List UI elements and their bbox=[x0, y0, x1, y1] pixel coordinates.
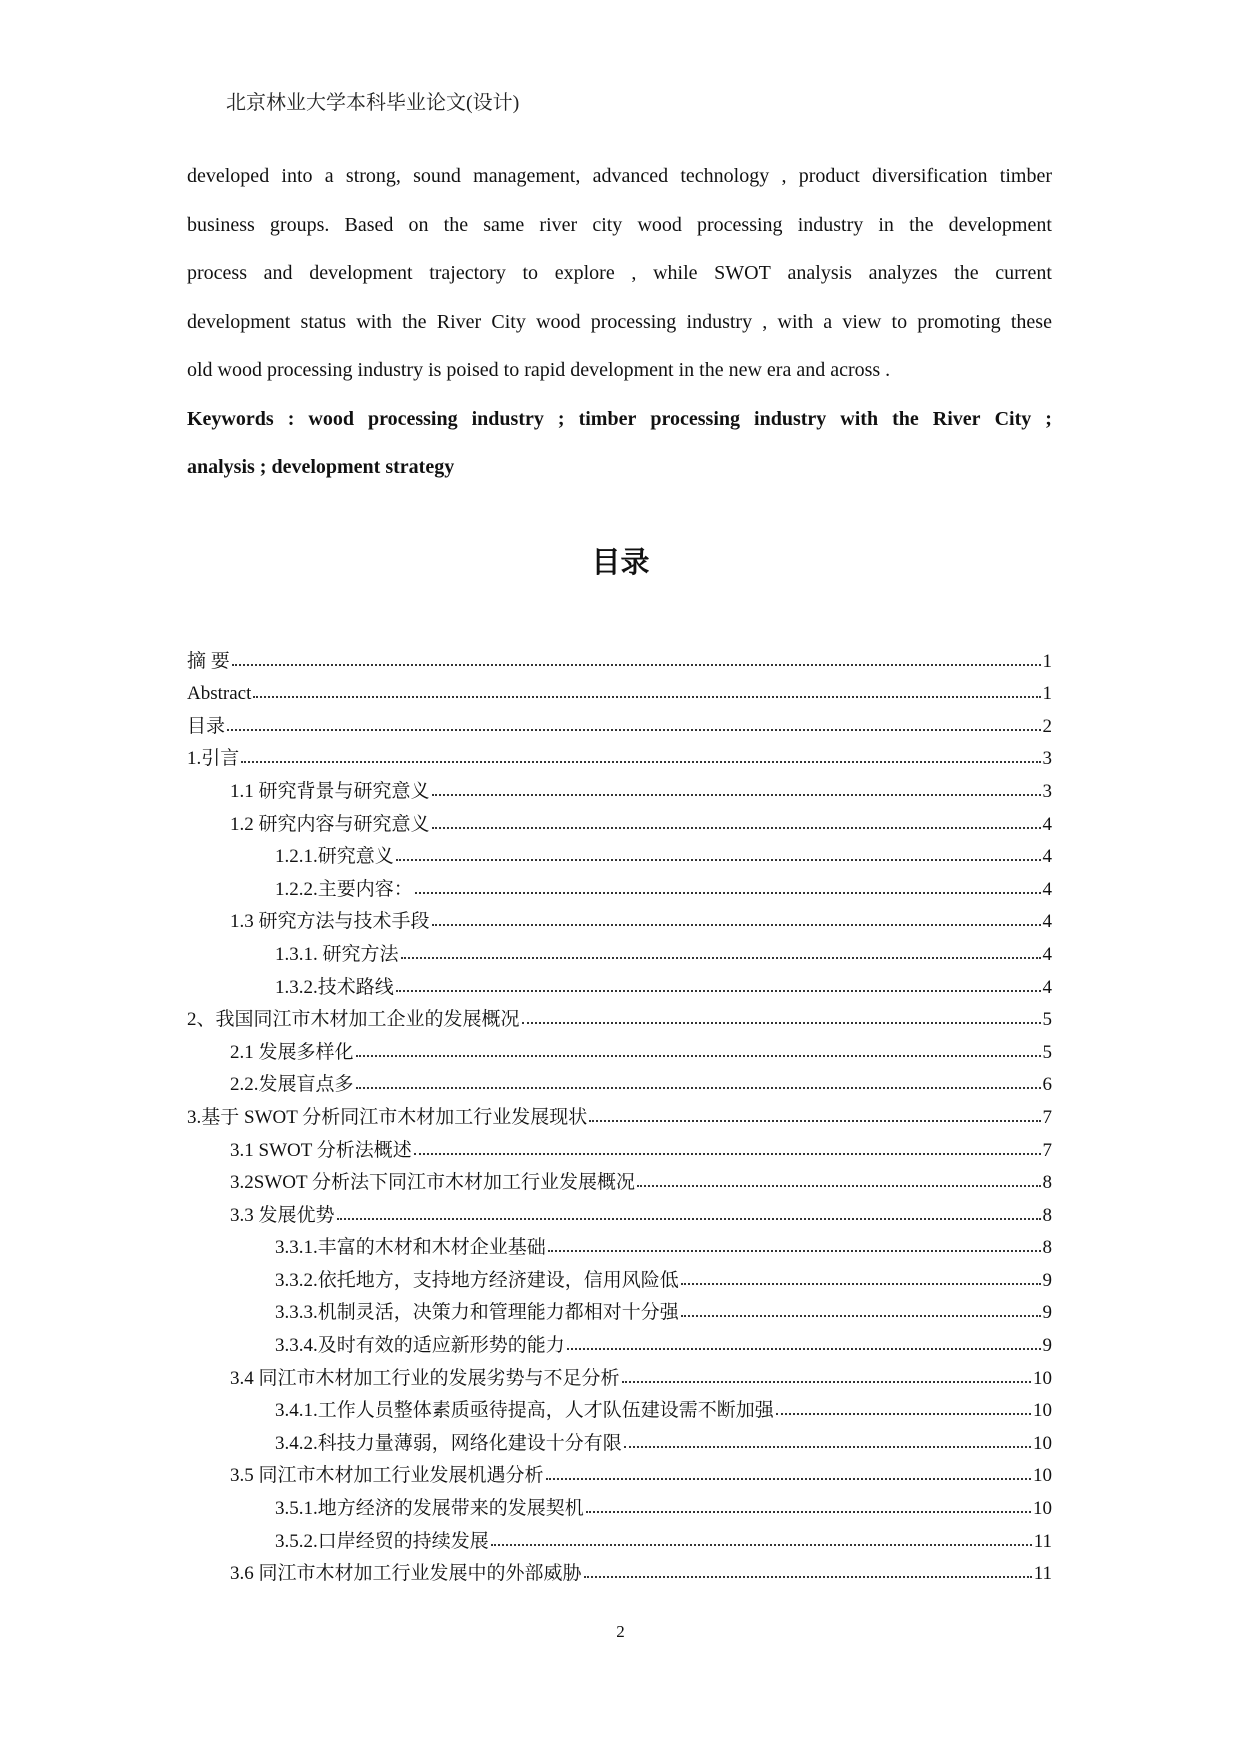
toc-entry[interactable] bbox=[187, 1227, 1052, 1260]
toc-entry[interactable] bbox=[187, 1096, 1052, 1129]
keywords-line bbox=[187, 395, 1052, 444]
toc-leader-dots bbox=[546, 1478, 1031, 1480]
abstract-word: processing bbox=[697, 213, 783, 236]
toc-entry-page: 10 bbox=[1033, 1367, 1052, 1389]
toc-leader-dots bbox=[681, 1283, 1041, 1285]
toc-entry-title: 3.3.3.机制灵活，决策力和管理能力都相对十分强 bbox=[275, 1302, 679, 1324]
toc-entry[interactable] bbox=[187, 673, 1052, 706]
toc-entry[interactable] bbox=[187, 705, 1052, 738]
abstract-word: SWOT bbox=[714, 262, 771, 284]
running-header: 北京林业大学本科毕业论文(设计) bbox=[226, 92, 520, 114]
toc-entry-title: 3.5.2.口岸经贸的持续发展 bbox=[275, 1530, 489, 1552]
toc-entry-page: 8 bbox=[1042, 1204, 1052, 1226]
abstract-word: City bbox=[491, 310, 526, 333]
toc-entry-page: 1 bbox=[1042, 683, 1052, 705]
abstract-word: same bbox=[483, 213, 525, 236]
toc-entry-title: 3.1 SWOT 分析法概述 bbox=[230, 1139, 412, 1161]
abstract-line bbox=[187, 152, 1052, 201]
abstract-word: explore bbox=[554, 262, 615, 284]
abstract-word: the bbox=[909, 213, 934, 236]
table-of-contents bbox=[187, 640, 1052, 1585]
toc-leader-dots bbox=[432, 794, 1041, 796]
abstract-body bbox=[187, 152, 1052, 492]
abstract-word: wood bbox=[536, 310, 581, 333]
keywords-word: ; bbox=[557, 407, 565, 430]
toc-entry[interactable] bbox=[187, 1324, 1052, 1357]
toc-leader-dots bbox=[356, 1087, 1041, 1089]
toc-entry[interactable] bbox=[187, 1129, 1052, 1162]
toc-entry-page: 3 bbox=[1042, 780, 1052, 802]
toc-entry-title: 3.4.1.工作人员整体素质亟待提高，人才队伍建设需不断加强 bbox=[275, 1400, 774, 1422]
keywords-word: industry bbox=[471, 407, 544, 430]
abstract-word: development bbox=[948, 213, 1052, 236]
abstract-word: sound bbox=[413, 165, 461, 187]
abstract-word: timber bbox=[999, 165, 1052, 187]
abstract-word: wood bbox=[637, 213, 682, 236]
keywords-word: analysis ; development strategy bbox=[187, 456, 455, 478]
abstract-word: technology bbox=[680, 165, 770, 187]
toc-leader-dots bbox=[414, 1153, 1041, 1155]
toc-leader-dots bbox=[356, 1055, 1041, 1057]
abstract-word: with bbox=[777, 310, 814, 333]
toc-entry[interactable] bbox=[187, 1357, 1052, 1390]
toc-entry[interactable] bbox=[187, 1553, 1052, 1586]
toc-entry[interactable] bbox=[187, 1520, 1052, 1553]
abstract-word: product bbox=[798, 165, 860, 187]
toc-entry-page: 5 bbox=[1042, 1009, 1052, 1031]
toc-entry-page: 10 bbox=[1033, 1432, 1052, 1454]
keywords-word: ; bbox=[1045, 407, 1052, 430]
abstract-word: process bbox=[187, 262, 247, 284]
toc-entry-page: 4 bbox=[1042, 943, 1052, 965]
toc-entry[interactable] bbox=[187, 1194, 1052, 1227]
toc-entry-title: 3.3.4.及时有效的适应新形势的能力 bbox=[275, 1335, 565, 1357]
abstract-word: strong, bbox=[345, 165, 401, 187]
abstract-word: in bbox=[878, 213, 894, 236]
toc-entry-page: 8 bbox=[1042, 1172, 1052, 1194]
keywords-word: Keywords bbox=[187, 407, 274, 430]
toc-entry-title: 目录 bbox=[187, 715, 226, 737]
abstract-word: while bbox=[653, 262, 698, 284]
toc-entry-page: 5 bbox=[1042, 1041, 1052, 1063]
toc-entry-title: 1.3.2.技术路线 bbox=[275, 976, 394, 998]
abstract-word: , bbox=[762, 310, 768, 333]
abstract-word: trajectory bbox=[429, 262, 506, 284]
keywords-word: timber bbox=[578, 407, 637, 430]
abstract-line bbox=[187, 249, 1052, 298]
toc-entry-title: 3.5.1.地方经济的发展带来的发展契机 bbox=[275, 1498, 584, 1520]
abstract-word: groups. bbox=[269, 213, 330, 236]
toc-entry-page: 8 bbox=[1042, 1237, 1052, 1259]
toc-entry[interactable] bbox=[187, 1292, 1052, 1325]
toc-entry-title: 3.3 发展优势 bbox=[230, 1204, 335, 1226]
toc-leader-dots bbox=[432, 924, 1041, 926]
keywords-word: wood bbox=[308, 407, 354, 430]
toc-entry-title: 3.基于 SWOT 分析同江市木材加工行业发展现状 bbox=[187, 1106, 588, 1128]
abstract-word: the bbox=[954, 262, 979, 284]
keywords-word: the bbox=[892, 407, 919, 430]
abstract-word: Based bbox=[344, 213, 394, 236]
abstract-word: River bbox=[436, 310, 482, 333]
abstract-paragraph bbox=[187, 152, 1052, 395]
toc-entry-title: 2.1 发展多样化 bbox=[230, 1041, 354, 1063]
toc-entry-page: 4 bbox=[1042, 878, 1052, 900]
abstract-word: , bbox=[781, 165, 787, 187]
abstract-word: promoting bbox=[917, 310, 1001, 333]
toc-entry[interactable] bbox=[187, 836, 1052, 869]
toc-leader-dots bbox=[522, 1022, 1041, 1024]
abstract-word: status bbox=[300, 310, 347, 333]
toc-leader-dots bbox=[637, 1185, 1041, 1187]
toc-leader-dots bbox=[622, 1381, 1031, 1383]
toc-entry-title: 1.3.1. 研究方法 bbox=[275, 943, 399, 965]
keywords-word: River bbox=[932, 407, 981, 430]
abstract-word: the bbox=[402, 310, 427, 333]
keywords-word: industry bbox=[754, 407, 827, 430]
abstract-word: current bbox=[995, 262, 1052, 284]
toc-entry-page: 4 bbox=[1042, 813, 1052, 835]
toc-leader-dots bbox=[776, 1413, 1031, 1415]
toc-leader-dots bbox=[232, 664, 1041, 666]
toc-entry-title: 1.2.2.主要内容： bbox=[275, 878, 413, 900]
toc-entry-page: 4 bbox=[1042, 976, 1052, 998]
abstract-word: old wood processing industry is poised to rapid development in the new era and across . bbox=[187, 359, 891, 381]
toc-entry-page: 2 bbox=[1042, 715, 1052, 737]
toc-entry-title: 1.2 研究内容与研究意义 bbox=[230, 813, 430, 835]
toc-leader-dots bbox=[227, 729, 1040, 731]
abstract-word: management, bbox=[473, 165, 581, 187]
toc-entry-title: 3.5 同江市木材加工行业发展机遇分析 bbox=[230, 1465, 544, 1487]
toc-entry-title: 3.2SWOT 分析法下同江市木材加工行业发展概况 bbox=[230, 1172, 635, 1194]
keywords-word: processing bbox=[367, 407, 458, 430]
toc-leader-dots bbox=[415, 892, 1041, 894]
toc-entry-title: 3.3.2.依托地方，支持地方经济建设，信用风险低 bbox=[275, 1269, 679, 1291]
toc-entry-page: 1 bbox=[1042, 650, 1052, 672]
toc-entry-page: 9 bbox=[1042, 1302, 1052, 1324]
abstract-word: on bbox=[408, 213, 429, 236]
toc-entry[interactable] bbox=[187, 640, 1052, 673]
toc-entry-page: 7 bbox=[1042, 1139, 1052, 1161]
toc-leader-dots bbox=[401, 957, 1041, 959]
abstract-word: to bbox=[522, 262, 539, 284]
keywords-word: processing bbox=[650, 407, 740, 430]
toc-entry[interactable] bbox=[187, 1487, 1052, 1520]
toc-entry[interactable] bbox=[187, 770, 1052, 803]
toc-title: 目录 bbox=[591, 545, 650, 579]
toc-entry-page: 10 bbox=[1033, 1465, 1052, 1487]
toc-entry[interactable] bbox=[187, 1031, 1052, 1064]
abstract-word: processing bbox=[590, 310, 677, 333]
toc-entry[interactable] bbox=[187, 868, 1052, 901]
toc-entry-page: 10 bbox=[1033, 1400, 1052, 1422]
toc-leader-dots bbox=[396, 859, 1041, 861]
toc-entry[interactable] bbox=[187, 1259, 1052, 1292]
abstract-word: view bbox=[842, 310, 882, 333]
toc-entry-title: 3.3.1.丰富的木材和木材企业基础 bbox=[275, 1237, 546, 1259]
toc-entry-page: 11 bbox=[1033, 1563, 1052, 1585]
toc-entry-title: 3.6 同江市木材加工行业发展中的外部威胁 bbox=[230, 1563, 582, 1585]
toc-entry[interactable] bbox=[187, 999, 1052, 1032]
toc-leader-dots bbox=[589, 1120, 1040, 1122]
toc-entry-title: 1.2.1.研究意义 bbox=[275, 846, 394, 868]
toc-entry[interactable] bbox=[187, 1162, 1052, 1195]
abstract-word: analyzes bbox=[868, 262, 938, 284]
abstract-word: development bbox=[187, 310, 291, 333]
abstract-word: to bbox=[891, 310, 908, 333]
toc-leader-dots bbox=[548, 1250, 1041, 1252]
toc-leader-dots bbox=[681, 1315, 1041, 1317]
toc-entry-title: 3.4.2.科技力量薄弱，网络化建设十分有限 bbox=[275, 1432, 622, 1454]
abstract-line bbox=[187, 298, 1052, 347]
abstract-word: development bbox=[309, 262, 413, 284]
abstract-word: advanced bbox=[592, 165, 669, 187]
abstract-word: these bbox=[1010, 310, 1052, 333]
abstract-word: a bbox=[823, 310, 833, 333]
toc-entry-title: 2、我国同江市木材加工企业的发展概况 bbox=[187, 1009, 520, 1031]
abstract-word: with bbox=[356, 310, 392, 333]
abstract-word: a bbox=[324, 165, 334, 187]
keywords-word: : bbox=[287, 407, 295, 430]
toc-entry-title: 1.3 研究方法与技术手段 bbox=[230, 911, 430, 933]
toc-entry[interactable] bbox=[187, 901, 1052, 934]
abstract-word: the bbox=[443, 213, 469, 236]
toc-leader-dots bbox=[396, 990, 1041, 992]
abstract-line bbox=[187, 201, 1052, 250]
toc-entry-title: 3.4 同江市木材加工行业的发展劣势与不足分析 bbox=[230, 1367, 620, 1389]
toc-entry-page: 4 bbox=[1042, 911, 1052, 933]
toc-entry-title: 摘 要 bbox=[187, 650, 230, 672]
toc-entry[interactable] bbox=[187, 1422, 1052, 1455]
abstract-word: into bbox=[281, 165, 313, 187]
toc-leader-dots bbox=[586, 1511, 1031, 1513]
toc-entry-title: 1.1 研究背景与研究意义 bbox=[230, 780, 430, 802]
abstract-word: river bbox=[539, 213, 578, 236]
toc-entry-page: 7 bbox=[1042, 1106, 1052, 1128]
toc-entry-page: 10 bbox=[1033, 1498, 1052, 1520]
toc-entry-title: 2.2.发展盲点多 bbox=[230, 1074, 354, 1096]
toc-entry-title: Abstract bbox=[187, 683, 252, 705]
toc-leader-dots bbox=[584, 1576, 1032, 1578]
toc-entry-page: 6 bbox=[1042, 1074, 1052, 1096]
abstract-word: business bbox=[187, 213, 255, 236]
abstract-word: industry bbox=[686, 310, 753, 333]
toc-entry[interactable] bbox=[187, 803, 1052, 836]
toc-entry[interactable] bbox=[187, 1064, 1052, 1097]
abstract-word: diversification bbox=[872, 165, 988, 187]
keywords-word: with bbox=[840, 407, 879, 430]
toc-leader-dots bbox=[241, 761, 1040, 763]
abstract-word: and bbox=[263, 262, 293, 284]
toc-leader-dots bbox=[337, 1218, 1041, 1220]
toc-entry-page: 3 bbox=[1042, 748, 1052, 770]
toc-entry[interactable] bbox=[187, 966, 1052, 999]
toc-entry[interactable] bbox=[187, 738, 1052, 771]
abstract-line bbox=[187, 346, 1052, 395]
toc-leader-dots bbox=[624, 1446, 1031, 1448]
toc-entry-page: 9 bbox=[1042, 1335, 1052, 1357]
toc-leader-dots bbox=[491, 1544, 1032, 1546]
toc-leader-dots bbox=[567, 1348, 1041, 1350]
toc-leader-dots bbox=[432, 827, 1041, 829]
abstract-word: analysis bbox=[787, 262, 852, 284]
toc-entry-page: 9 bbox=[1042, 1269, 1052, 1291]
toc-entry[interactable] bbox=[187, 1455, 1052, 1488]
keywords-word: City bbox=[994, 407, 1032, 430]
toc-leader-dots bbox=[253, 696, 1040, 698]
toc-entry[interactable] bbox=[187, 1390, 1052, 1423]
page-number: 2 bbox=[616, 1622, 625, 1641]
keywords-line bbox=[187, 443, 1052, 492]
abstract-word: industry bbox=[797, 213, 864, 236]
toc-entry-page: 11 bbox=[1033, 1530, 1052, 1552]
toc-entry[interactable] bbox=[187, 933, 1052, 966]
abstract-word: city bbox=[592, 213, 623, 236]
toc-entry-title: 1.引言 bbox=[187, 748, 240, 770]
abstract-word: , bbox=[631, 262, 637, 284]
keywords-paragraph bbox=[187, 395, 1052, 492]
toc-entry-page: 4 bbox=[1042, 846, 1052, 868]
abstract-word: developed bbox=[187, 165, 270, 187]
